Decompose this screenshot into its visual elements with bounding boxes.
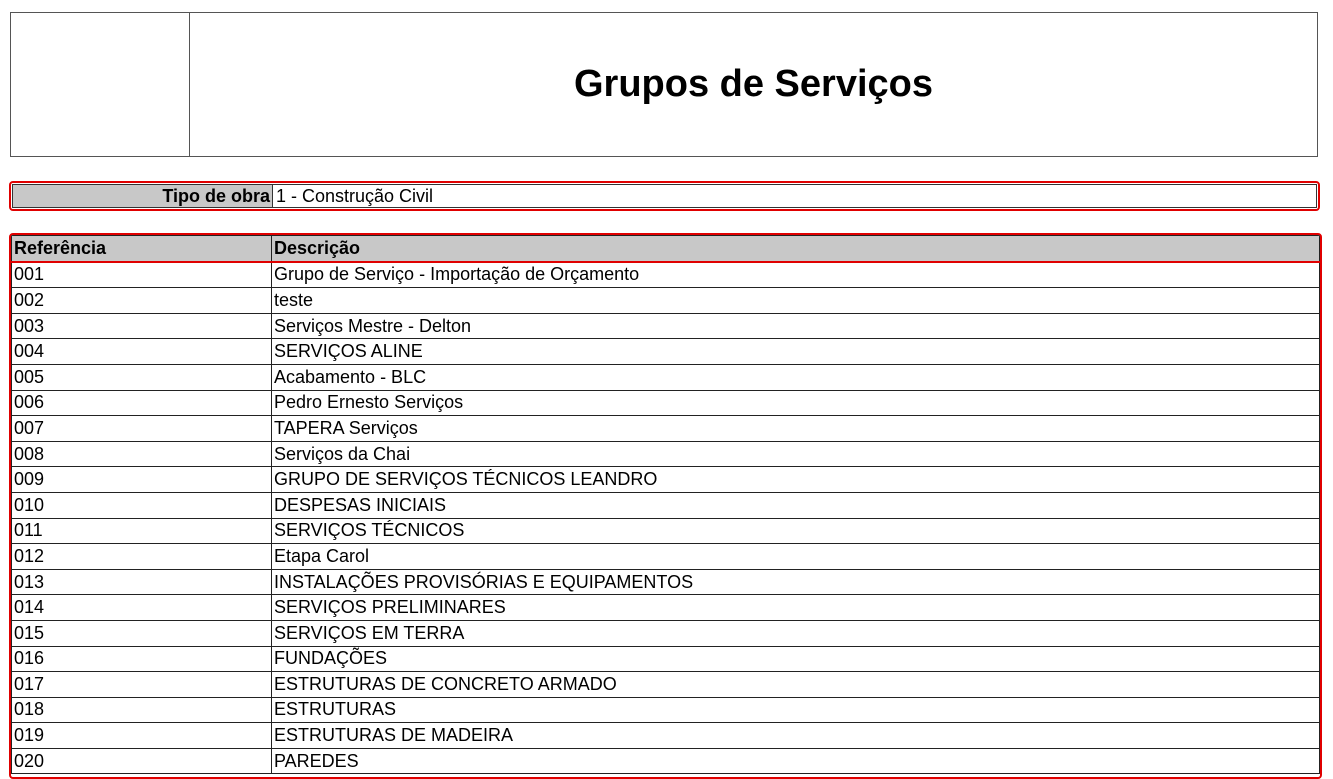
- referencia-cell: 008: [12, 441, 272, 467]
- tipo-obra-value: 1 - Construção Civil: [276, 186, 434, 206]
- descricao-cell: Etapa Carol: [272, 544, 1320, 570]
- referencia-cell: 005: [12, 364, 272, 390]
- descricao-cell: PAREDES: [272, 748, 1320, 774]
- table-body: [12, 262, 1320, 774]
- descricao-cell: INSTALAÇÕES PROVISÓRIAS E EQUIPAMENTOS: [272, 569, 1320, 595]
- referencia-cell: 018: [12, 697, 272, 723]
- referencia-cell: 014: [12, 595, 272, 621]
- referencia-cell: 009: [12, 467, 272, 493]
- descricao-cell: SERVIÇOS ALINE: [272, 339, 1320, 365]
- table-row: [12, 416, 1320, 442]
- table-row: [12, 672, 1320, 698]
- descricao-cell: ESTRUTURAS DE MADEIRA: [272, 723, 1320, 749]
- table-row: [12, 441, 1320, 467]
- referencia-cell: 015: [12, 620, 272, 646]
- table-row: [12, 595, 1320, 621]
- table-row: [12, 492, 1320, 518]
- table-row: [12, 339, 1320, 365]
- referencia-cell: 010: [12, 492, 272, 518]
- table-row: [12, 364, 1320, 390]
- tipo-obra-section: [9, 181, 1320, 211]
- table-row: [12, 544, 1320, 570]
- descricao-cell: FUNDAÇÕES: [272, 646, 1320, 672]
- referencia-cell: 006: [12, 390, 272, 416]
- table-row: [12, 569, 1320, 595]
- referencia-cell: 020: [12, 748, 272, 774]
- descricao-cell: DESPESAS INICIAIS: [272, 492, 1320, 518]
- report-header: [10, 12, 1318, 157]
- descricao-cell: ESTRUTURAS: [272, 697, 1320, 723]
- table-row: [12, 748, 1320, 774]
- referencia-cell: 019: [12, 723, 272, 749]
- services-table: [11, 235, 1320, 774]
- descricao-cell: Pedro Ernesto Serviços: [272, 390, 1320, 416]
- descricao-cell: Acabamento - BLC: [272, 364, 1320, 390]
- descricao-cell: SERVIÇOS EM TERRA: [272, 620, 1320, 646]
- table-header-row: [12, 236, 1320, 262]
- descricao-cell: Grupo de Serviço - Importação de Orçamento: [272, 262, 1320, 288]
- table-row: [12, 467, 1320, 493]
- descricao-cell: Serviços da Chai: [272, 441, 1320, 467]
- referencia-cell: 012: [12, 544, 272, 570]
- table-row: [12, 390, 1320, 416]
- descricao-cell: SERVIÇOS TÉCNICOS: [272, 518, 1320, 544]
- referencia-cell: 002: [12, 288, 272, 314]
- table-row: [12, 288, 1320, 314]
- referencia-cell: 001: [12, 262, 272, 288]
- table-row: [12, 620, 1320, 646]
- referencia-cell: 017: [12, 672, 272, 698]
- descricao-cell: TAPERA Serviços: [272, 416, 1320, 442]
- services-table-section: [9, 233, 1322, 779]
- table-row: [12, 313, 1320, 339]
- referencia-cell: 016: [12, 646, 272, 672]
- descricao-cell: teste: [272, 288, 1320, 314]
- referencia-cell: 003: [12, 313, 272, 339]
- tipo-obra-row: [12, 184, 1317, 208]
- descricao-cell: ESTRUTURAS DE CONCRETO ARMADO: [272, 672, 1320, 698]
- table-row: [12, 262, 1320, 288]
- table-row: [12, 697, 1320, 723]
- referencia-cell: 004: [12, 339, 272, 365]
- table-row: [12, 518, 1320, 544]
- referencia-cell: 013: [12, 569, 272, 595]
- tipo-obra-label: Tipo de obra: [13, 185, 273, 207]
- descricao-cell: Serviços Mestre - Delton: [272, 313, 1320, 339]
- referencia-cell: 007: [12, 416, 272, 442]
- column-header-descricao: Descrição: [272, 236, 1320, 262]
- referencia-cell: 011: [12, 518, 272, 544]
- descricao-cell: GRUPO DE SERVIÇOS TÉCNICOS LEANDRO: [272, 467, 1320, 493]
- title-cell: [190, 13, 1317, 156]
- table-row: [12, 646, 1320, 672]
- logo-placeholder: [11, 13, 190, 156]
- column-header-referencia: Referência: [12, 236, 272, 262]
- table-row: [12, 723, 1320, 749]
- page-title: Grupos de Serviços: [573, 63, 933, 105]
- descricao-cell: SERVIÇOS PRELIMINARES: [272, 595, 1320, 621]
